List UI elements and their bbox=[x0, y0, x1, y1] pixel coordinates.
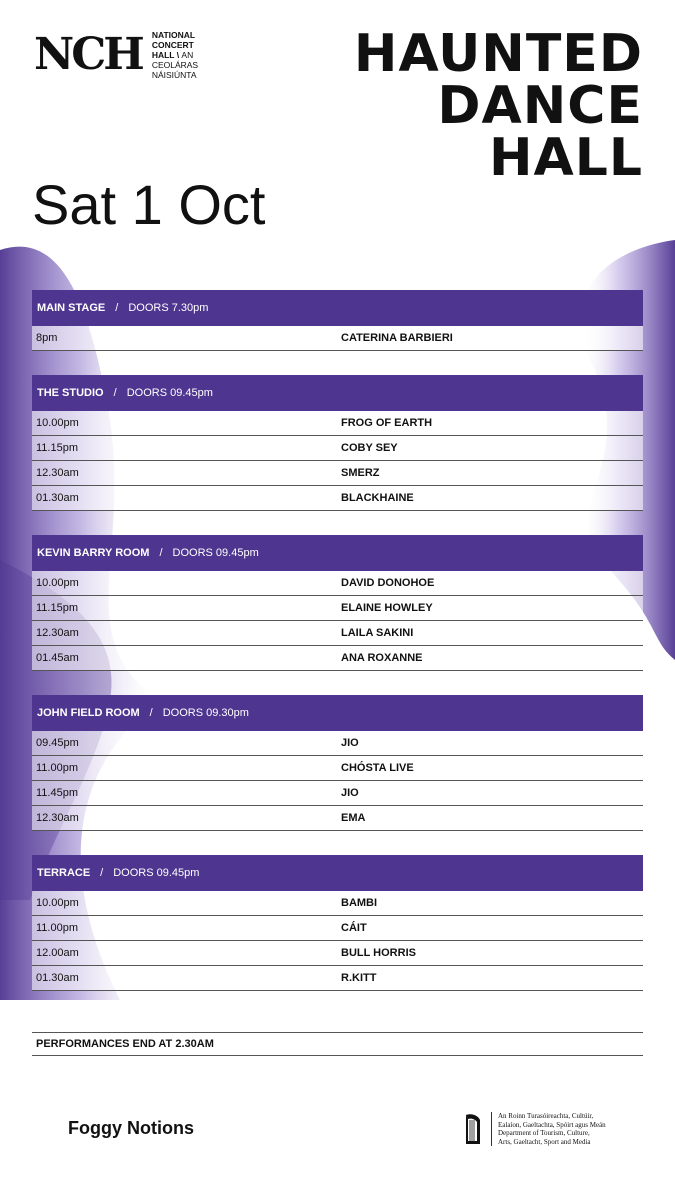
schedule-row bbox=[32, 436, 643, 461]
schedule-row bbox=[32, 756, 643, 781]
schedule-row bbox=[32, 596, 643, 621]
title-line: HALL bbox=[488, 128, 643, 188]
schedule-row bbox=[32, 621, 643, 646]
slot-time: 12.30am bbox=[36, 812, 79, 824]
department-line: Ealaíon, Gaeltachta, Spóirt agus Meán bbox=[498, 1120, 606, 1129]
schedule-row bbox=[32, 806, 643, 831]
schedule-row bbox=[32, 571, 643, 596]
slot-time: 01.30am bbox=[36, 492, 79, 504]
slot-time: 10.00pm bbox=[36, 417, 79, 429]
slot-act: FROG OF EARTH bbox=[341, 417, 433, 429]
slot-act: DAVID DONOHOE bbox=[341, 577, 435, 589]
slot-act: ELAINE HOWLEY bbox=[341, 602, 433, 614]
nch-logo bbox=[34, 30, 198, 80]
slot-time: 12.30am bbox=[36, 467, 79, 479]
venue-header bbox=[32, 695, 643, 731]
schedule-row bbox=[32, 941, 643, 966]
department-line: Department of Tourism, Culture, bbox=[498, 1129, 590, 1137]
logo-line: HALL bbox=[151, 50, 175, 60]
department-text bbox=[491, 1112, 628, 1146]
slot-act: JIO bbox=[341, 787, 359, 799]
slot-act: BULL HORRIS bbox=[341, 947, 416, 959]
venue-the-studio bbox=[32, 375, 643, 511]
venue-separator: / bbox=[159, 547, 163, 559]
department-logo bbox=[463, 1112, 628, 1146]
slot-time: 11.15pm bbox=[36, 442, 78, 454]
venue-header bbox=[32, 855, 643, 891]
slot-act: CATERINA BARBIERI bbox=[341, 332, 453, 344]
slot-act: BAMBI bbox=[341, 897, 378, 909]
venue-separator: / bbox=[113, 387, 117, 399]
venue-separator: / bbox=[149, 707, 153, 719]
venue-name: KEVIN BARRY ROOM bbox=[37, 547, 150, 559]
slot-time: 09.45pm bbox=[36, 737, 79, 749]
slot-act: SMERZ bbox=[341, 467, 380, 479]
nch-mark: NCH bbox=[34, 29, 142, 80]
venue-doors: DOORS 09.45pm bbox=[172, 547, 259, 559]
end-note: PERFORMANCES END AT 2.30AM bbox=[32, 1032, 643, 1056]
slot-time: 8pm bbox=[36, 332, 58, 344]
slot-time: 10.00pm bbox=[36, 577, 79, 589]
venue-header bbox=[32, 290, 643, 326]
schedule-row bbox=[32, 731, 643, 756]
venue-terrace bbox=[32, 855, 643, 991]
slot-time: 11.00pm bbox=[36, 762, 78, 774]
slot-act: JIO bbox=[341, 737, 359, 749]
slot-act: EMA bbox=[341, 812, 366, 824]
event-date: Sat 1 Oct bbox=[32, 173, 266, 236]
venue-separator: / bbox=[100, 867, 104, 879]
department-line: Arts, Gaeltacht, Sport and Media bbox=[498, 1137, 591, 1146]
logo-irish-line: CEOLÁRAS bbox=[151, 60, 199, 70]
slot-time: 11.15pm bbox=[36, 602, 78, 614]
department-line: An Roinn Turasóireachta, Cultúir, bbox=[498, 1112, 594, 1120]
venue-main-stage bbox=[32, 290, 643, 351]
slot-time: 12.00am bbox=[36, 947, 79, 959]
slot-time: 01.45am bbox=[36, 652, 79, 664]
schedule-row bbox=[32, 411, 643, 436]
logo-line: NATIONAL bbox=[151, 30, 196, 40]
slot-act: CHÓSTA LIVE bbox=[341, 762, 414, 774]
slot-time: 10.00pm bbox=[36, 897, 79, 909]
slot-time: 12.30am bbox=[36, 627, 79, 639]
venue-doors: DOORS 09.30pm bbox=[162, 707, 249, 719]
slot-act: R.KITT bbox=[341, 972, 377, 984]
schedule-row bbox=[32, 486, 643, 511]
venue-name: MAIN STAGE bbox=[37, 302, 106, 314]
venue-john-field-room bbox=[32, 695, 643, 831]
venue-separator: / bbox=[115, 302, 119, 314]
venue-doors: DOORS 09.45pm bbox=[113, 867, 200, 879]
event-title bbox=[353, 24, 643, 188]
schedule-row bbox=[32, 891, 643, 916]
slot-time: 11.00pm bbox=[36, 922, 78, 934]
logo-irish-line: NÁISIÚNTA bbox=[151, 70, 197, 80]
venue-doors: DOORS 09.45pm bbox=[126, 387, 213, 399]
slot-act: BLACKHAINE bbox=[341, 492, 414, 504]
schedule-row bbox=[32, 966, 643, 991]
venue-kevin-barry-room bbox=[32, 535, 643, 671]
sponsor-logo: Foggy Notions bbox=[68, 1118, 194, 1138]
schedule-row bbox=[32, 916, 643, 941]
schedule-row bbox=[32, 326, 643, 351]
slot-act: CÁIT bbox=[341, 922, 367, 934]
venue-header bbox=[32, 535, 643, 571]
harp-icon bbox=[463, 1112, 483, 1146]
schedule bbox=[32, 290, 643, 1015]
venue-name: JOHN FIELD ROOM bbox=[37, 707, 140, 719]
logo-irish-line: AN bbox=[181, 50, 194, 60]
slot-time: 01.30am bbox=[36, 972, 79, 984]
title-line: DANCE bbox=[437, 76, 643, 136]
venue-name: THE STUDIO bbox=[37, 387, 104, 399]
schedule-row bbox=[32, 781, 643, 806]
venue-name: TERRACE bbox=[37, 867, 91, 879]
slot-act: COBY SEY bbox=[341, 442, 398, 454]
schedule-row bbox=[32, 646, 643, 671]
venue-header bbox=[32, 375, 643, 411]
logo-line: CONCERT bbox=[151, 40, 194, 50]
slot-act: LAILA SAKINI bbox=[341, 627, 414, 639]
title-line: HAUNTED bbox=[353, 24, 643, 84]
nch-wordmark: NATIONAL CONCERT HALL \ AN CEOLÁRAS NÁISIÚNTA bbox=[151, 30, 199, 80]
schedule-row bbox=[32, 461, 643, 486]
slot-act: ANA ROXANNE bbox=[341, 652, 423, 664]
slot-time: 11.45pm bbox=[36, 787, 78, 799]
venue-doors: DOORS 7.30pm bbox=[128, 302, 209, 314]
